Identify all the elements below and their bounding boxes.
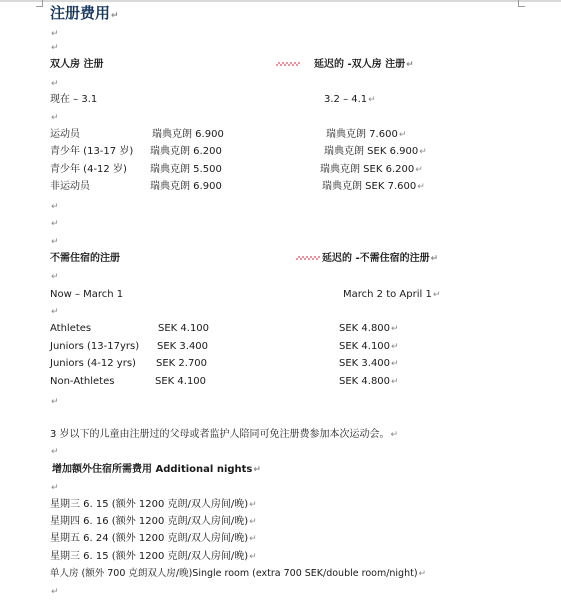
night-text: 星期五 6. 24 (额外 1200 克朗/双人房间/晚): [50, 533, 249, 544]
late-date-text: 3.2 – 4.1: [324, 94, 368, 105]
paragraph-mark: ↵: [430, 254, 439, 264]
late-price-text: SEK 4.800: [339, 323, 391, 334]
page-top-border: [0, 0, 561, 2]
blank-line: ↵: [51, 307, 59, 317]
paragraph-mark: ↵: [418, 569, 427, 579]
row-late-price: [320, 163, 423, 177]
night-text: 星期三 6. 15 (额外 1200 克朗/双人房间/晚): [50, 499, 249, 510]
row-label: 非运动员: [50, 181, 90, 192]
row-late-price: [339, 322, 399, 336]
row-label: 青少年 (13-17 岁): [50, 146, 134, 157]
late-date-text: March 2 to April 1: [343, 289, 432, 300]
additional-nights-heading: [52, 463, 261, 477]
paragraph-mark: ↵: [398, 130, 407, 140]
children-note-text: 3 岁以下的儿童由注册过的父母或者监护人陪同可免注册费参加本次运动会。: [50, 429, 390, 440]
blank-line: ↵: [51, 43, 59, 53]
blank-line: ↵: [51, 29, 59, 39]
spellcheck-underline: [276, 62, 300, 66]
row-label: Juniors (13-17yrs): [50, 341, 140, 352]
row-late-price: [324, 145, 427, 159]
additional-nights-heading-text: 增加额外住宿所需费用 Additional nights: [52, 464, 253, 475]
row-price: SEK 4.100: [155, 376, 207, 387]
late-no-accommodation-date-range: [343, 288, 440, 302]
blank-line: ↵: [51, 447, 59, 457]
paragraph-mark: ↵: [419, 147, 427, 157]
single-room-text: 单人房 (额外 700 克朗双人房/晚)Single room (extra 700 SEK/double room/night): [50, 568, 418, 579]
blank-line: ↵: [51, 587, 59, 597]
row-price: SEK 2.700: [156, 358, 208, 369]
row-late-price: [339, 340, 399, 354]
blank-line: ↵: [51, 79, 59, 89]
paragraph-mark: ↵: [391, 324, 399, 334]
paragraph-mark: ↵: [391, 377, 399, 387]
row-label: Juniors (4-12 yrs): [50, 358, 136, 369]
late-price-text: SEK 3.400: [339, 358, 391, 369]
late-no-accommodation-heading-text: 延迟的 -不需住宿的注册: [322, 253, 430, 264]
blank-line: ↵: [51, 397, 59, 407]
late-price-text: 瑞典克朗 SEK 6.200: [320, 164, 415, 175]
late-double-room-date-range: [324, 93, 376, 107]
double-room-date-range: 现在 – 3.1: [50, 94, 98, 105]
row-late-price: [339, 375, 399, 389]
spellcheck-underline: [296, 256, 320, 260]
margin-corner-left: [36, 0, 43, 7]
late-no-accommodation-heading: [296, 252, 438, 266]
paragraph-mark: ↵: [249, 534, 257, 544]
row-price: SEK 4.100: [158, 323, 210, 334]
row-price: 瑞典克朗 6.900: [152, 129, 224, 140]
late-price-text: SEK 4.800: [339, 376, 391, 387]
row-label: Non-Athletes: [50, 376, 115, 387]
blank-line: ↵: [51, 219, 59, 229]
late-price-text: 瑞典克朗 7.600: [326, 129, 398, 140]
paragraph-mark: ↵: [417, 182, 425, 192]
blank-line: ↵: [51, 113, 59, 123]
blank-line: ↵: [51, 237, 59, 247]
margin-corner-right: [518, 0, 525, 7]
night-text: 星期四 6. 16 (额外 1200 克朗/双人房间/晚): [50, 516, 249, 527]
blank-line: ↵: [51, 272, 59, 282]
late-price-text: 瑞典克朗 SEK 7.600: [322, 181, 417, 192]
row-label: Athletes: [50, 323, 92, 334]
night-text: 星期三 6. 15 (额外 1200 克朗/双人房间/晚): [50, 551, 249, 562]
page-title: [50, 4, 119, 25]
blank-line: ↵: [51, 202, 59, 212]
paragraph-mark: ↵: [432, 290, 441, 300]
late-double-room-heading-text: 延迟的 -双人房 注册: [314, 59, 406, 70]
paragraph-mark: ↵: [406, 60, 414, 70]
row-late-price: [326, 128, 406, 142]
additional-night-item: [50, 515, 257, 529]
row-late-price: [322, 180, 425, 194]
paragraph-mark: ↵: [111, 11, 119, 21]
additional-night-item: [50, 498, 257, 512]
row-late-price: [339, 357, 399, 371]
no-accommodation-date-range: Now – March 1: [50, 289, 124, 300]
row-price: 瑞典克朗 6.900: [150, 181, 222, 192]
paragraph-mark: ↵: [390, 430, 399, 440]
late-price-text: SEK 4.100: [339, 341, 391, 352]
paragraph-mark: ↵: [368, 95, 376, 105]
row-price: 瑞典克朗 6.200: [150, 146, 222, 157]
title-text: 注册费用: [50, 4, 111, 22]
no-accommodation-heading: 不需住宿的注册: [50, 253, 120, 264]
paragraph-mark: ↵: [391, 342, 399, 352]
blank-line: ↵: [51, 483, 59, 493]
paragraph-mark: ↵: [249, 500, 257, 510]
late-double-room-heading: [276, 58, 414, 72]
row-label: 运动员: [50, 129, 80, 140]
row-price: 瑞典克朗 5.500: [150, 164, 222, 175]
double-room-heading: 双人房 注册: [50, 59, 104, 70]
paragraph-mark: ↵: [249, 552, 257, 562]
paragraph-mark: ↵: [415, 165, 423, 175]
paragraph-mark: ↵: [253, 465, 261, 475]
row-price: SEK 3.400: [157, 341, 209, 352]
additional-night-item: [50, 550, 257, 564]
row-label: 青少年 (4-12 岁): [50, 164, 127, 175]
paragraph-mark: ↵: [391, 359, 399, 369]
children-note: [50, 428, 398, 442]
single-room-item: [50, 567, 426, 581]
additional-night-item: [50, 532, 257, 546]
late-price-text: 瑞典克朗 SEK 6.900: [324, 146, 419, 157]
paragraph-mark: ↵: [249, 517, 257, 527]
